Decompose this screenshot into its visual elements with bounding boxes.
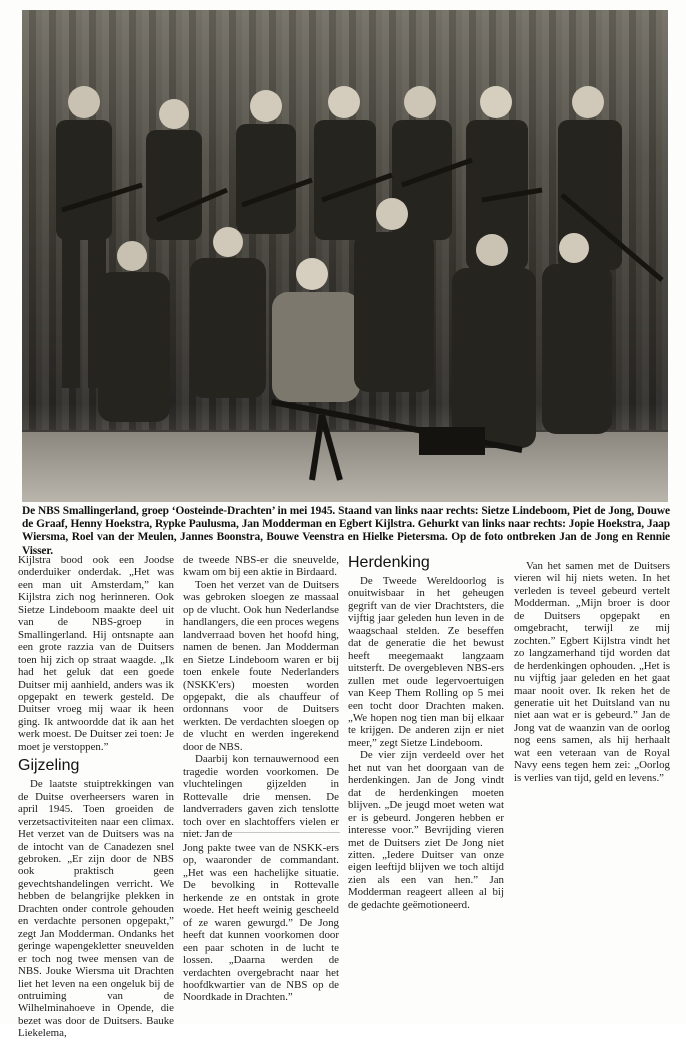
article-column-2-continued (183, 842, 339, 1004)
column-2-paragraph-2: Toen het verzet van de Duitsers was gebroken sloegen ze massaal op de vlucht. Ook hun Nederlandse handlangers, die een proces wegens landverraad boven het hoofd hing, namen de benen. Jan Modderman en Sietze Lindeboom waren er bij toen enkele foute Nederlanders (NSKK'ers) moesten worden opgepakt, die als chauffeur of ordonnans voor de Duitsers werkten. De verdachten sloegen op de vlucht en werden ingerekend door de NBS. (183, 578, 339, 753)
subheading-herdenking: Herdenking (348, 554, 430, 571)
group-photo (22, 10, 668, 502)
column-1-paragraph-1: Kijlstra bood ook een Joodse onderduiker onderdak. „Het was een man uit Amsterdam,” kan Kijlstra zich nog herinneren. Ook Sietze Lindeboom maakte deel uit van de NBS-groep in Smallingerland. Hij ontsnapte aan een grote razzia van de Duitsers toen hij zich op straat waagde. „Ik had het geluk dat een goede Duitser mij aanhield, anders was ik opgepakt en tewerk gesteld. De Duitser vroeg mij waar ik heen ging. Ik antwoordde dat ik aan het werk moest. De Duitser zei toen: Je moet je verstoppen.” (18, 554, 174, 753)
column-4-paragraph-1: Van het samen met de Duitsers vieren wil hij niets weten. In het verleden is teveel gebeurd vertelt Modderman. „Mijn broer is door de Duitsers opgepakt en omgebracht, terwijl ze mij zochten.” Egbert Kijlstra vindt het zo langzamerhand tijd worden dat de herdenkingen ophouden. „Het is nu vijftig jaar geleden en het gaat maar nooit over. Ik reken het de generatie uit het Duitsland van nu niet aan wat er is gebeurd.” Jan de Jong vat de waanzin van de oorlog nog eens samen, als hij herhaalt wat een veteraan van de Royal Navy eens tegen hem zei: „Oorlog is verlies van tijd, geld en levens.” (514, 560, 670, 784)
photo-caption: De NBS Smallingerland, groep ‘Oosteinde-Drachten’ in mei 1945. Staand van links naar rechts: Sietze Lindeboom, Piet de Jong, Douwe de Graaf, Henny Hoekstra, Rypke Paulusma, Jan Modderman en Egbert Kijlstra. Gehurkt van links naar rechts: Jopie Hoekstra, Jaap Wiersma, Roel van der Meulen, Jannes Boonstra, Bouwe Veenstra en Hielke Pietersma. Op de foto ontbreken Jan de Jong en Rennie Visser. (22, 505, 670, 557)
article-column-1 (18, 554, 174, 1040)
group-photo-icon (22, 10, 668, 502)
column-2-paragraph-3: Daarbij kon ternauwernood een tragedie worden voorkomen. De vluchtelingen gijzelden in Rottevalle drie mensen. De landverraders gaven zich tenslotte toch over en slachtoffers vielen er niet. Jan de (183, 753, 339, 840)
article-column-3 (348, 554, 504, 911)
subheading-gijzeling: Gijzeling (18, 757, 80, 775)
article-column-2 (183, 554, 339, 840)
column-2-paragraph-1: de tweede NBS-er die sneuvelde, kwam om bij een aktie in Birdaard. (183, 554, 339, 579)
column-1-paragraph-2: De laatste stuiptrekkingen van de Duitse overheersers waren in april 1945. Toen groeiden de verzetsactiviteiten naar een climax. Het verzet van de Duitsers was na de intocht van de Canadezen snel gebroken. „Er zijn door de NBS ook praktisch geen gevechtshandelingen verricht. We hebben de belangrijke plekken in Drachten onder controle gehouden en verdachte personen opgepakt,” zegt Jan Modderman. Ondanks het geringe wapengekletter sneuvelden er toch nog twee mensen van de NBS. Jouke Wiersma uit Drachten liet het leven na een ongeluk bij de ontruiming van de Wilhelminahoeve in Opende, die bezet was door de Duitsers. Bauke Liekelema, (18, 778, 174, 1040)
column-3-paragraph-2: De vier zijn verdeeld over het het nut van het doorgaan van de herdenkingen. Jan de Jong vindt dat de herdenkingen moeten blijven. „De jeugd moet weten wat er is gebeurd. Jongeren hebben er interesse voor.” Bevrijding vieren met de Duitsers ziet De Jong niet zitten. „Iedere Duitser van onze eigen leeftijd blijven we toch altijd zien als een van hen.” Jan Modderman reageert alleen al bij de gedachte geëmotioneerd. (348, 749, 504, 911)
column-2b-paragraph-1: Jong pakte twee van de NSKK-ers op, waaronder de commandant. „Het was een hachelijke situatie. De bevolking in Rottevalle herkende ze en ontstak in grote woede. Het heeft weinig gescheeld of ze waren gewurgd.” De Jong heeft dat kunnen voorkomen door een paar schoten in de lucht te lossen. „Daarna werden de verdachten overgebracht naar het hoofdkwartier van de NBS op de Noordkade in Drachten.” (183, 842, 339, 1004)
article-column-4 (514, 560, 670, 784)
column-3-paragraph-1: De Tweede Wereldoorlog is onuitwisbaar in het geheugen gegrift van de vier Drachtsters, die vijftig jaar geleden hun leven in de waagschaal stelden. Ze beseffen dat de generatie die het bewust heeft meegemaakt langzaam uitsterft. De overgebleven NBS-ers zullen met oude legervoertuigen van Keep Them Rolling op 5 mei een tocht door Drachten maken. „We hopen nog tien man bij elkaar te krijgen. De anderen zijn er niet meer,” zegt Sietze Lindeboom. (348, 575, 504, 749)
